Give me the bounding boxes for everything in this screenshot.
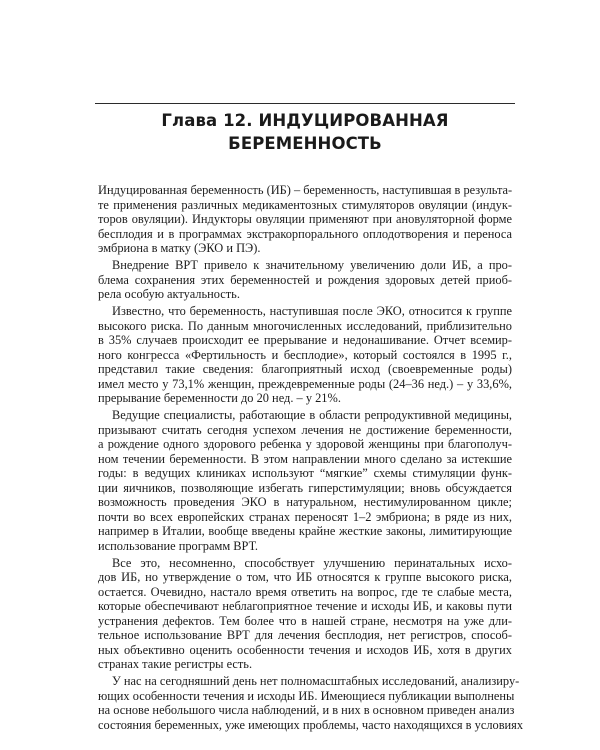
text-line: устранения дефектов. Тем более что в нашей стране, несмотря на уже дли- bbox=[98, 613, 512, 628]
text-line: Внедрение ВРТ привело к значительному увеличению доли ИБ, а про- bbox=[112, 258, 512, 273]
text-line: состояния беременных, уже имеющих проблемы, часто находящихся в условиях bbox=[98, 717, 524, 732]
text-line: представил такие сведения: благоприятный исход (своевременные роды) bbox=[98, 362, 512, 377]
chapter-title-line: БЕРЕМЕННОСТЬ bbox=[228, 134, 382, 153]
paragraph bbox=[98, 556, 512, 672]
text-line: например в Италии, вообще введены крайне жесткие законы, лимитирующие bbox=[98, 524, 512, 539]
text-line: Известно, что беременность, наступившая после ЭКО, относится к группе bbox=[112, 304, 512, 319]
text-line: блема сохранения этих беременностей и рождения здоровых детей приоб- bbox=[98, 272, 512, 287]
text-line: высокого риска. По данным многочисленных исследований, приблизительно bbox=[98, 318, 512, 333]
chapter-title-line: Глава 12. ИНДУЦИРОВАННАЯ bbox=[161, 111, 449, 130]
text-line: прерывание беременности до 20 нед. – у 21%. bbox=[98, 391, 341, 406]
text-line: ных объективно оценить особенности течения и исходов ИБ, хотя в других bbox=[98, 642, 512, 657]
text-line: ном течении беременности. В этом направлении много сделано за истекшие bbox=[98, 451, 512, 466]
text-line: Все это, несомненно, способствует улучшению перинатальных исхо- bbox=[112, 555, 512, 570]
text-line: рела особую актуальность. bbox=[98, 287, 240, 302]
text-line: ного конгресса «Фертильность и бесплодие», который состоялся в 1995 г., bbox=[98, 347, 512, 362]
text-line: возможность проведения ЭКО в натуральном, нестимулированном цикле; bbox=[98, 495, 512, 510]
text-line: почти во всех европейских странах переносят 1–2 эмбриона; в ряде из них, bbox=[98, 509, 512, 524]
text-line: которые обеспечивают неблагоприятное течение и исходы ИБ, и каковы пути bbox=[98, 599, 512, 614]
text-line: ющих особенности течения и исходы ИБ. Имеющиеся публикации выполнены bbox=[98, 688, 515, 703]
paragraph bbox=[98, 304, 512, 406]
text-line: странах такие регистры есть. bbox=[98, 657, 253, 672]
text-line: призывают считать сегодня успехом лечения не достижение беременности, bbox=[98, 422, 512, 437]
text-line: торов овуляции). Индукторы овуляции применяют при ановуляторной форме bbox=[98, 212, 512, 226]
paragraph bbox=[98, 674, 524, 732]
text-line: те применения различных медикаментозных стимуляторов овуляции (индук- bbox=[98, 197, 512, 212]
text-line: годы: в ведущих клиниках используют “мягкие” схемы стимуляции функ- bbox=[98, 466, 512, 481]
text-line: использование программ ВРТ. bbox=[98, 538, 259, 553]
paragraph bbox=[98, 258, 512, 302]
text-line: в 35% случаев происходит ее прерывание и недонашивание. Отчет всемир- bbox=[98, 333, 512, 348]
text-line: ции яичников, позволяющие избегать гиперстимуляции; вновь обсуждается bbox=[98, 480, 512, 495]
text-line: Индуцированная беременность (ИБ) – беременность, наступившая в результа- bbox=[98, 183, 513, 197]
text-line: имел место у 73,1% женщин, преждевременные роды (24–36 нед.) – у 33,6%, bbox=[98, 376, 512, 391]
text-line: тельное использование ВРТ для лечения бесплодия, нет регистров, способ- bbox=[98, 628, 512, 643]
text-line: бесплодия и в программах экстракорпорального оплодотворения и переноса bbox=[98, 226, 512, 241]
text-line: У нас на сегодняшний день нет полномасштабных исследований, анализиру- bbox=[112, 674, 520, 689]
text-line: а рождение одного здорового ребенка у здоровой женщины при благополуч- bbox=[98, 437, 512, 452]
chapter-title bbox=[95, 109, 515, 155]
text-line: на основе небольшого числа наблюдений, и в них в основном приведен анализ bbox=[98, 703, 515, 718]
text-line: дов ИБ, но утверждение о том, что ИБ относятся к группе высокого риска, bbox=[98, 570, 512, 585]
paragraph bbox=[98, 408, 512, 553]
paragraph bbox=[98, 183, 512, 256]
text-line: эмбриона в матку (ЭКО и ПЭ). bbox=[98, 241, 261, 255]
text-line: остается. Очевидно, настало время ответить на вопрос, где те слабые места, bbox=[98, 584, 512, 599]
text-line: Ведущие специалисты, работающие в области репродуктивной медицины, bbox=[112, 408, 512, 423]
header-rule bbox=[95, 103, 515, 104]
body-text bbox=[98, 183, 524, 735]
